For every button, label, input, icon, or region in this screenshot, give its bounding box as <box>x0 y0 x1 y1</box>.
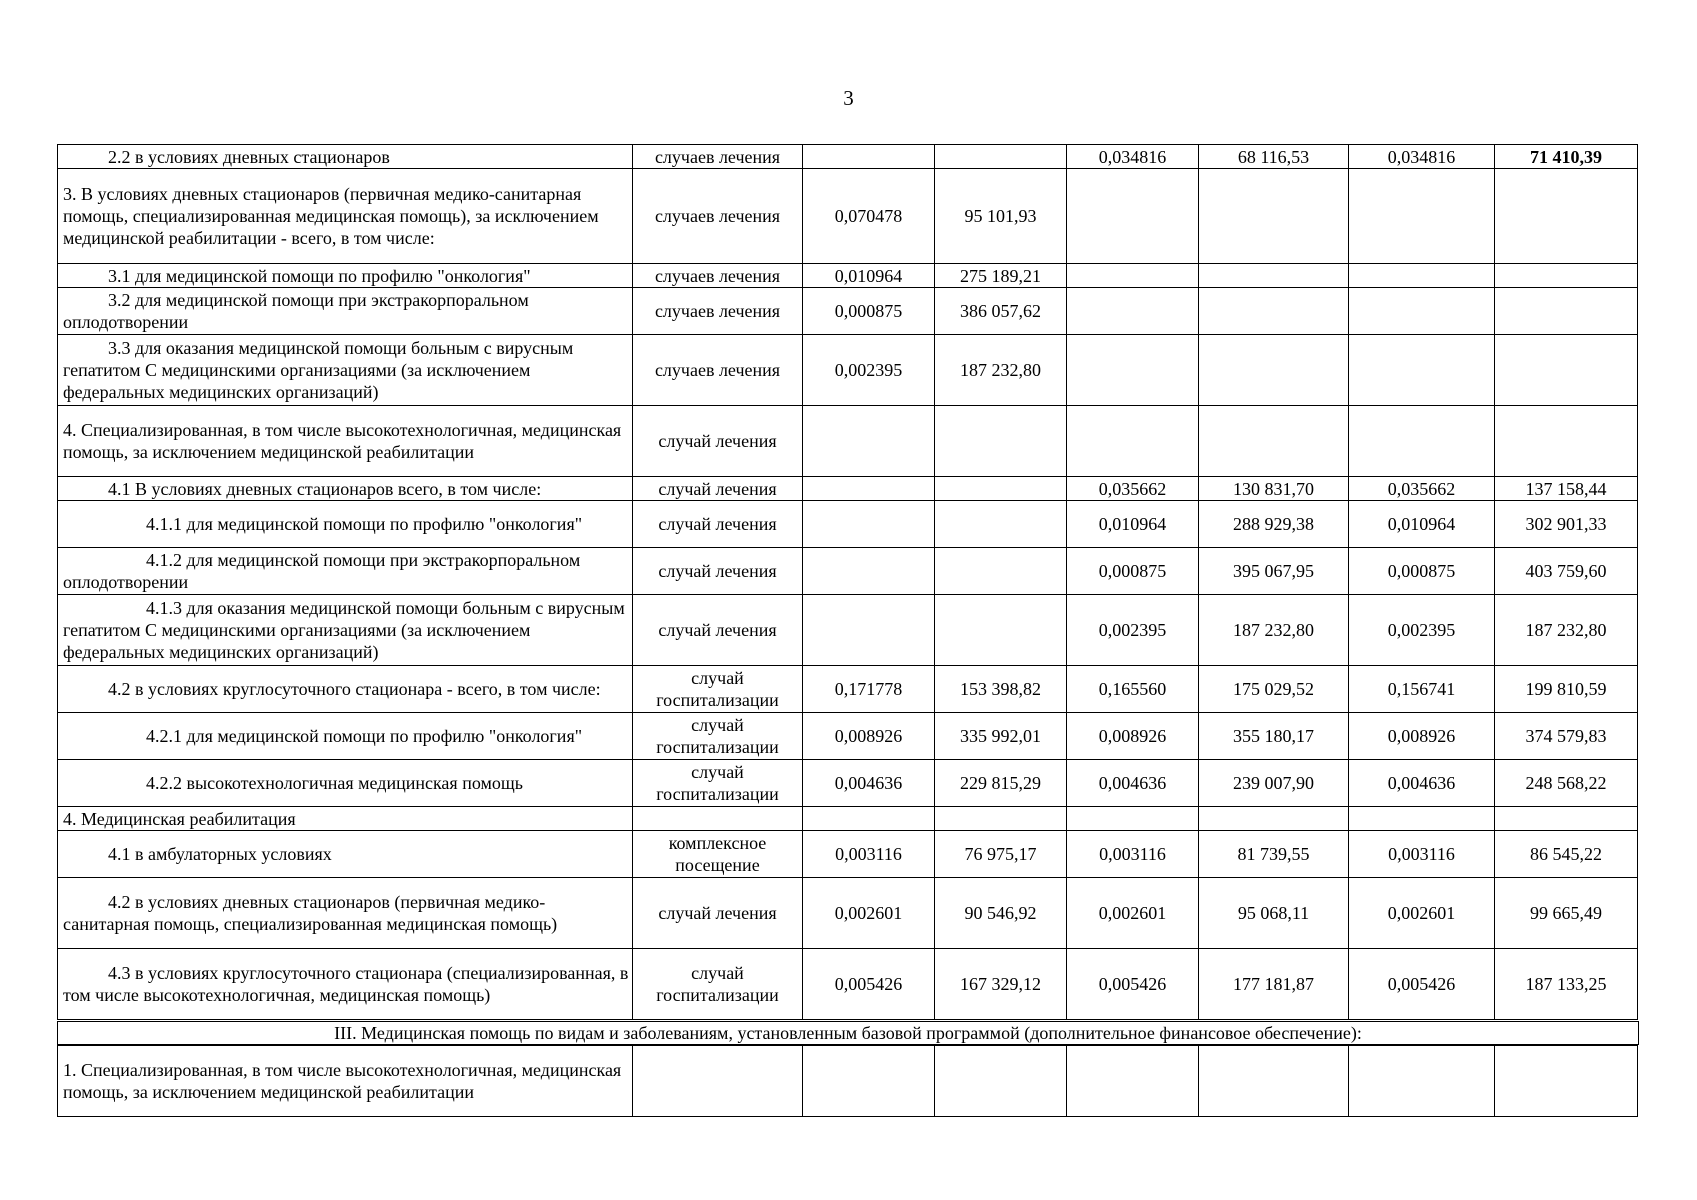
row-value: 386 057,62 <box>935 288 1067 335</box>
row-value <box>1495 335 1638 406</box>
row-value: 187 232,80 <box>1199 595 1349 666</box>
row-value: 0,000875 <box>1067 548 1199 595</box>
row-value: 0,171778 <box>803 666 935 713</box>
row-name: 3.3 для оказания медицинской помощи больным с вирусным гепатитом С медицинскими организациями (за исключением федеральных медицинских организаций) <box>58 335 633 406</box>
row-value <box>803 1046 935 1117</box>
row-unit: случаев лечения <box>633 335 803 406</box>
row-value <box>1495 1046 1638 1117</box>
row-name: 4.2.1 для медицинской помощи по профилю "онкология" <box>58 713 633 760</box>
row-value <box>1067 264 1199 288</box>
row-value: 0,002395 <box>803 335 935 406</box>
table-row <box>58 878 1638 949</box>
row-value: 187 232,80 <box>935 335 1067 406</box>
row-value <box>935 145 1067 169</box>
row-value: 0,002395 <box>1349 595 1495 666</box>
row-name: 3.2 для медицинской помощи при экстракорпоральном оплодотворении <box>58 288 633 335</box>
row-value: 187 133,25 <box>1495 949 1638 1020</box>
table-row <box>58 145 1638 169</box>
row-unit <box>633 807 803 831</box>
row-value: 99 665,49 <box>1495 878 1638 949</box>
row-value: 86 545,22 <box>1495 831 1638 878</box>
row-value: 177 181,87 <box>1199 949 1349 1020</box>
row-value: 395 067,95 <box>1199 548 1349 595</box>
row-value: 335 992,01 <box>935 713 1067 760</box>
row-value: 167 329,12 <box>935 949 1067 1020</box>
row-name: 4.1.2 для медицинской помощи при экстракорпоральном оплодотворении <box>58 548 633 595</box>
row-value: 81 739,55 <box>1199 831 1349 878</box>
row-value <box>803 595 935 666</box>
row-value: 403 759,60 <box>1495 548 1638 595</box>
row-value <box>1067 1046 1199 1117</box>
row-value: 0,010964 <box>1067 501 1199 548</box>
table-row <box>58 264 1638 288</box>
row-value: 0,002601 <box>1067 878 1199 949</box>
row-name: 1. Специализированная, в том числе высокотехнологичная, медицинская помощь, за исключением медицинской реабилитации <box>58 1046 633 1117</box>
table-row <box>58 335 1638 406</box>
row-value: 95 068,11 <box>1199 878 1349 949</box>
table-row <box>58 501 1638 548</box>
table-row <box>58 1046 1638 1117</box>
row-unit: случай госпитализации <box>633 666 803 713</box>
table-row <box>58 831 1638 878</box>
row-value: 374 579,83 <box>1495 713 1638 760</box>
row-value: 0,035662 <box>1067 477 1199 501</box>
table-row <box>58 949 1638 1020</box>
row-value <box>1495 406 1638 477</box>
row-unit: случаев лечения <box>633 145 803 169</box>
row-value <box>1349 406 1495 477</box>
row-value: 0,034816 <box>1067 145 1199 169</box>
row-value <box>803 548 935 595</box>
row-value: 90 546,92 <box>935 878 1067 949</box>
row-value: 0,035662 <box>1349 477 1495 501</box>
row-unit: случай госпитализации <box>633 713 803 760</box>
row-value: 0,000875 <box>803 288 935 335</box>
row-value <box>935 548 1067 595</box>
row-value: 175 029,52 <box>1199 666 1349 713</box>
row-value <box>1199 264 1349 288</box>
row-value <box>1199 169 1349 264</box>
row-unit: случаев лечения <box>633 169 803 264</box>
table-row <box>58 477 1638 501</box>
row-value: 0,002601 <box>803 878 935 949</box>
row-value: 68 116,53 <box>1199 145 1349 169</box>
row-value <box>1199 406 1349 477</box>
row-unit: комплексное посещение <box>633 831 803 878</box>
row-value: 0,003116 <box>1067 831 1199 878</box>
table-row <box>58 169 1638 264</box>
row-unit: случай госпитализации <box>633 949 803 1020</box>
row-value <box>1067 288 1199 335</box>
row-unit <box>633 1046 803 1117</box>
table-row <box>58 666 1638 713</box>
table-row <box>58 406 1638 477</box>
row-unit: случай лечения <box>633 501 803 548</box>
row-value: 0,010964 <box>1349 501 1495 548</box>
row-value: 71 410,39 <box>1495 145 1638 169</box>
row-value: 199 810,59 <box>1495 666 1638 713</box>
row-value <box>1199 335 1349 406</box>
row-name: 4.2.2 высокотехнологичная медицинская помощь <box>58 760 633 807</box>
row-value: 76 975,17 <box>935 831 1067 878</box>
row-value <box>1495 169 1638 264</box>
table-row <box>58 807 1638 831</box>
row-unit: случай лечения <box>633 477 803 501</box>
row-unit: случаев лечения <box>633 264 803 288</box>
row-value: 0,005426 <box>803 949 935 1020</box>
row-name: 2.2 в условиях дневных стационаров <box>58 145 633 169</box>
table-row <box>58 595 1638 666</box>
row-value: 0,156741 <box>1349 666 1495 713</box>
row-value: 137 158,44 <box>1495 477 1638 501</box>
row-name: 4.3 в условиях круглосуточного стационара (специализированная, в том числе высокотехнологичная, медицинская помощь) <box>58 949 633 1020</box>
row-name: 4.1 в амбулаторных условиях <box>58 831 633 878</box>
row-value <box>1495 807 1638 831</box>
row-value: 0,034816 <box>1349 145 1495 169</box>
row-value <box>935 807 1067 831</box>
row-name: 3.1 для медицинской помощи по профилю "онкология" <box>58 264 633 288</box>
row-name: 4.1.1 для медицинской помощи по профилю "онкология" <box>58 501 633 548</box>
row-value: 0,005426 <box>1067 949 1199 1020</box>
row-value <box>935 406 1067 477</box>
row-value <box>1349 264 1495 288</box>
row-value <box>1495 264 1638 288</box>
row-value: 0,003116 <box>1349 831 1495 878</box>
row-value: 275 189,21 <box>935 264 1067 288</box>
row-value: 0,000875 <box>1349 548 1495 595</box>
row-value <box>803 477 935 501</box>
row-unit: случай лечения <box>633 548 803 595</box>
row-value: 248 568,22 <box>1495 760 1638 807</box>
row-value <box>1349 1046 1495 1117</box>
row-value: 0,004636 <box>1349 760 1495 807</box>
row-value: 0,003116 <box>803 831 935 878</box>
row-value <box>803 501 935 548</box>
row-value <box>1199 807 1349 831</box>
row-value <box>935 501 1067 548</box>
row-value: 355 180,17 <box>1199 713 1349 760</box>
row-value: 0,005426 <box>1349 949 1495 1020</box>
row-value <box>1067 169 1199 264</box>
row-value <box>1349 288 1495 335</box>
table-row <box>58 548 1638 595</box>
row-value <box>1349 335 1495 406</box>
row-value: 0,165560 <box>1067 666 1199 713</box>
row-value: 0,004636 <box>803 760 935 807</box>
row-value <box>1067 335 1199 406</box>
row-value: 0,008926 <box>1349 713 1495 760</box>
row-value: 130 831,70 <box>1199 477 1349 501</box>
row-value <box>1199 1046 1349 1117</box>
row-value <box>1067 406 1199 477</box>
budget-table-continued <box>57 1045 1638 1117</box>
row-name: 3. В условиях дневных стационаров (первичная медико-санитарная помощь, специализированная медицинская помощь), за исключением медицинской реабилитации - всего, в том числе: <box>58 169 633 264</box>
row-name: 4.2 в условиях круглосуточного стационара - всего, в том числе: <box>58 666 633 713</box>
row-value: 0,008926 <box>1067 713 1199 760</box>
table-row <box>58 760 1638 807</box>
row-value: 0,004636 <box>1067 760 1199 807</box>
row-name: 4.1 В условиях дневных стационаров всего, в том числе: <box>58 477 633 501</box>
row-value <box>935 595 1067 666</box>
row-unit: случай лечения <box>633 878 803 949</box>
row-value <box>1349 807 1495 831</box>
row-unit: случай лечения <box>633 406 803 477</box>
row-value <box>935 1046 1067 1117</box>
row-unit: случай госпитализации <box>633 760 803 807</box>
row-value: 239 007,90 <box>1199 760 1349 807</box>
row-name: 4.1.3 для оказания медицинской помощи больным с вирусным гепатитом С медицинскими организациями (за исключением федеральных медицинских организаций) <box>58 595 633 666</box>
row-value <box>1349 169 1495 264</box>
row-value <box>803 807 935 831</box>
row-value: 302 901,33 <box>1495 501 1638 548</box>
row-value: 0,008926 <box>803 713 935 760</box>
row-value: 229 815,29 <box>935 760 1067 807</box>
budget-table <box>57 144 1638 1020</box>
row-unit: случаев лечения <box>633 288 803 335</box>
section-header: III. Медицинская помощь по видам и заболеваниям, установленным базовой программой (дополнительное финансовое обеспечение): <box>57 1021 1639 1045</box>
row-value <box>1199 288 1349 335</box>
row-value: 95 101,93 <box>935 169 1067 264</box>
row-value: 0,070478 <box>803 169 935 264</box>
row-name: 4. Медицинская реабилитация <box>58 807 633 831</box>
row-value <box>1067 807 1199 831</box>
row-value: 0,002601 <box>1349 878 1495 949</box>
row-value <box>803 145 935 169</box>
row-value: 0,002395 <box>1067 595 1199 666</box>
row-value: 187 232,80 <box>1495 595 1638 666</box>
row-value: 0,010964 <box>803 264 935 288</box>
table-row <box>58 713 1638 760</box>
table-row <box>58 288 1638 335</box>
row-name: 4. Специализированная, в том числе высокотехнологичная, медицинская помощь, за исключением медицинской реабилитации <box>58 406 633 477</box>
row-value: 288 929,38 <box>1199 501 1349 548</box>
page-number: 3 <box>843 86 854 110</box>
row-unit: случай лечения <box>633 595 803 666</box>
row-value <box>935 477 1067 501</box>
row-name: 4.2 в условиях дневных стационаров (первичная медико-санитарная помощь, специализированная медицинская помощь) <box>58 878 633 949</box>
row-value <box>1495 288 1638 335</box>
row-value <box>803 406 935 477</box>
row-value: 153 398,82 <box>935 666 1067 713</box>
